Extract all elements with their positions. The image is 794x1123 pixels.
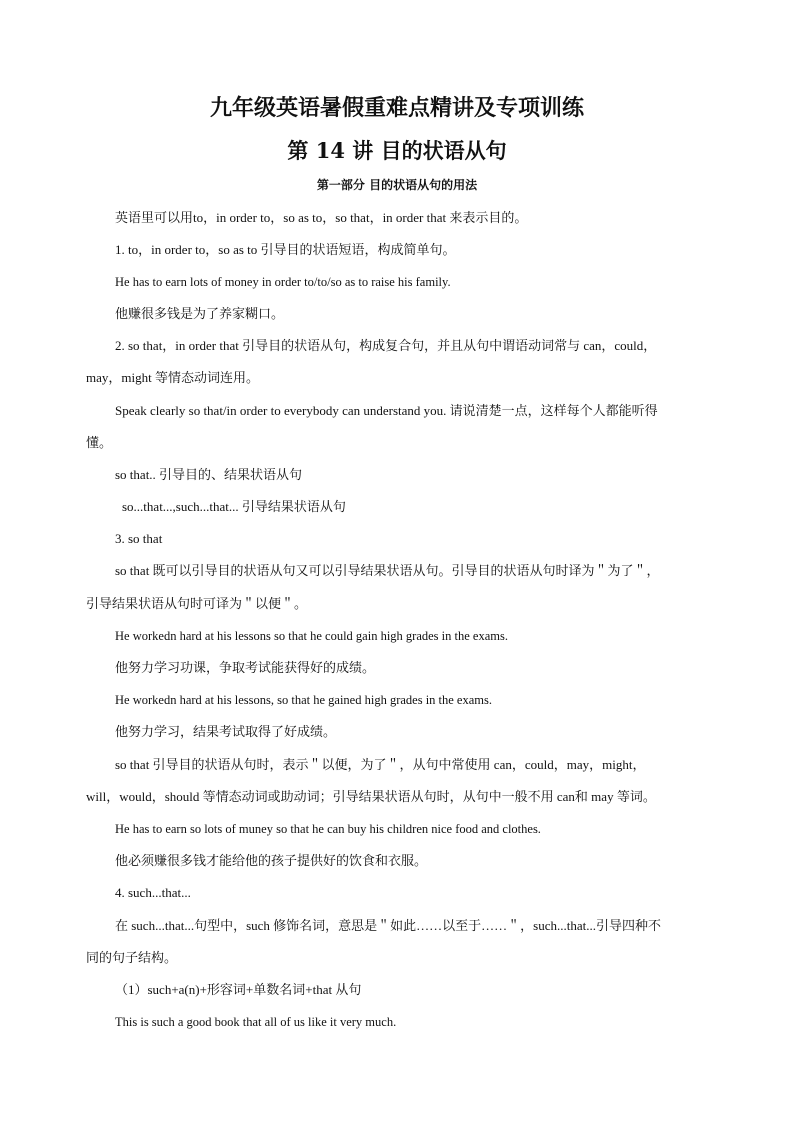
translation-line: 他努力学习功课，争取考试能获得好的成绩。 bbox=[115, 660, 376, 675]
translation-line: 他赚很多钱是为了养家糊口。 bbox=[115, 306, 285, 321]
example-sentence: This is such a good book that all of us like it very much. bbox=[115, 1015, 397, 1029]
example-sentence: He workedn hard at his lessons, so that he gained high grades in the exams. bbox=[115, 693, 492, 707]
paragraph-line: 1. to，in order to，so as to 引导目的状语短语，构成简单句。 bbox=[115, 242, 456, 257]
example-sentence: Speak clearly so that/in order to everybody can understand you. 请说清楚一点，这样每个人都能听得 bbox=[115, 403, 658, 418]
paragraph-line: 懂。 bbox=[86, 435, 113, 450]
paragraph-line: （1）such+a(n)+形容词+单数名词+that 从句 bbox=[115, 982, 362, 997]
subheading-line: 4. such...that... bbox=[115, 885, 191, 900]
paragraph-line: so that 引导目的状语从句时，表示＂以便，为了＂，从句中常使用 can，could，may，might， bbox=[115, 757, 646, 772]
paragraph-line: so that 既可以引导目的状语从句又可以引导结果状语从句。引导目的状语从句时译为＂为了＂， bbox=[115, 563, 660, 578]
paragraph-line: so that.. 引导目的、结果状语从句 bbox=[115, 467, 303, 482]
example-sentence: He has to earn so lots of muney so that he can buy his children nice food and clothes. bbox=[115, 822, 541, 836]
paragraph-line: 2. so that，in order that 引导目的状语从句，构成复合句，并且从句中谓语动词常与 can，could， bbox=[115, 338, 657, 353]
example-sentence: He has to earn lots of money in order to/to/so as to raise his family. bbox=[115, 275, 451, 289]
section-heading: 第一部分 目的状语从句的用法 bbox=[316, 178, 478, 192]
subheading-line: 3. so that bbox=[115, 531, 163, 546]
paragraph-line: 同的句子结构。 bbox=[86, 950, 178, 965]
example-sentence: He workedn hard at his lessons so that he could gain high grades in the exams. bbox=[115, 629, 508, 643]
lesson-title: 第 14 讲 目的状语从句 bbox=[287, 138, 507, 163]
translation-line: 他努力学习，结果考试取得了好成绩。 bbox=[115, 724, 337, 739]
paragraph-line: 在 such...that...句型中，such 修饰名词，意思是＂如此……以至于……＂，such...that...引导四种不 bbox=[115, 918, 661, 933]
paragraph-line: 英语里可以用to，in order to，so as to，so that，in order that 来表示目的。 bbox=[115, 210, 528, 225]
translation-line: 他必须赚很多钱才能给他的孩子提供好的饮食和衣服。 bbox=[115, 853, 428, 868]
paragraph-line: may，might 等情态动词连用。 bbox=[86, 370, 259, 385]
paragraph-line: so...that...,such...that... 引导结果状语从句 bbox=[122, 499, 346, 514]
paragraph-line: will，would，should 等情态动词或助动词；引导结果状语从句时，从句中一般不用 can和 may 等词。 bbox=[86, 789, 656, 804]
paragraph-line: 引导结果状语从句时可译为＂以便＂。 bbox=[86, 596, 308, 611]
document-title: 九年级英语暑假重难点精讲及专项训练 bbox=[209, 95, 584, 121]
